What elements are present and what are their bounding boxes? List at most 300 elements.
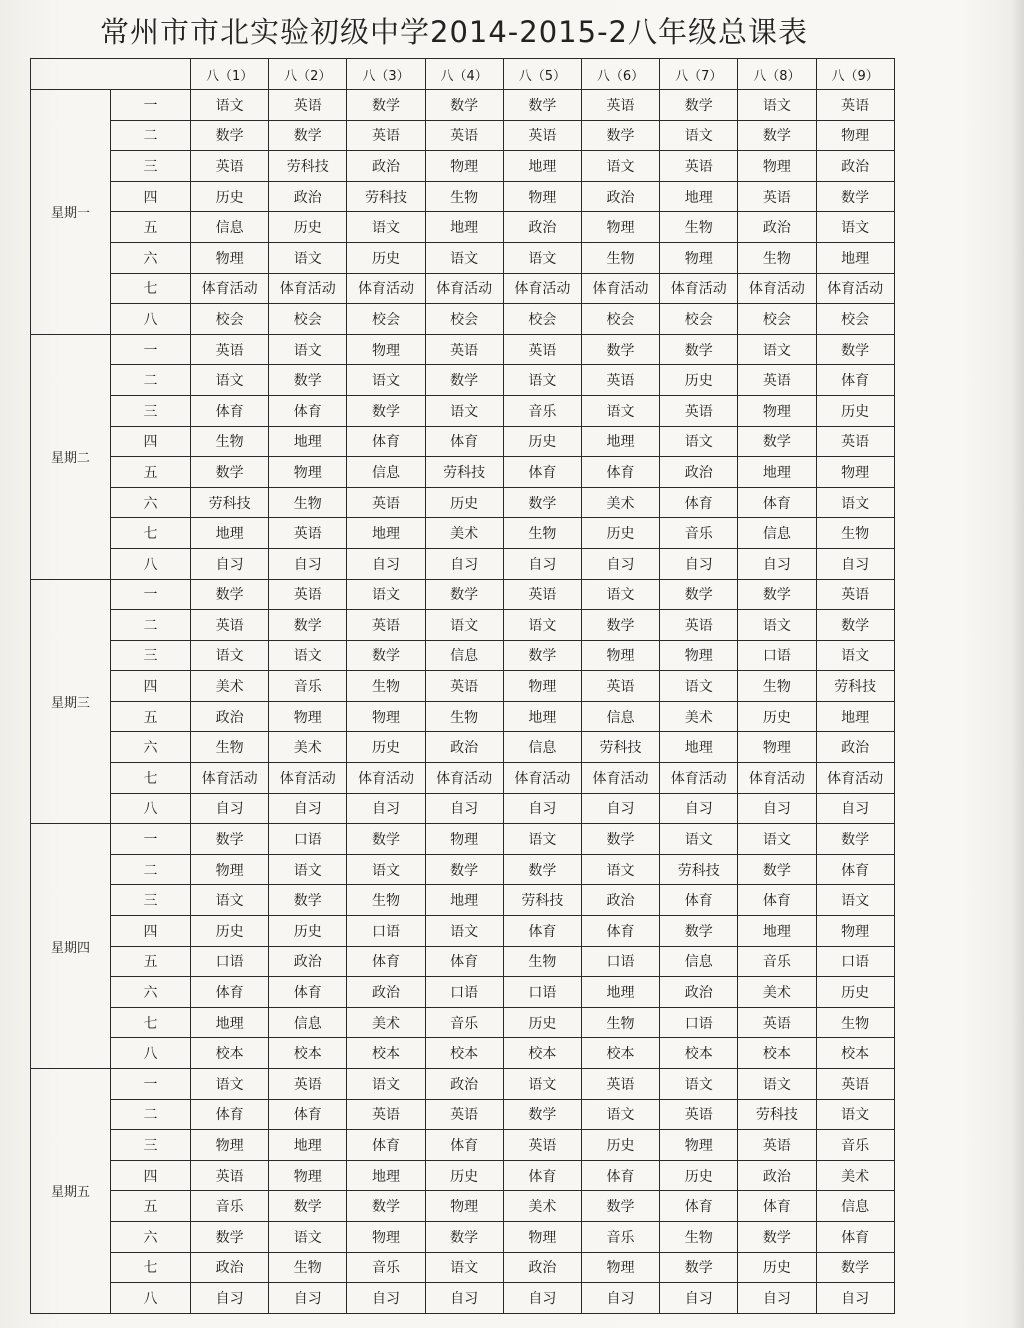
- class-header: 八（3）: [347, 59, 425, 90]
- subject-cell: 美术: [503, 1191, 581, 1222]
- subject-cell: 美术: [347, 1007, 425, 1038]
- subject-cell: 体育: [660, 885, 738, 916]
- subject-cell: 音乐: [660, 518, 738, 549]
- subject-cell: 数学: [816, 824, 894, 855]
- subject-cell: 历史: [425, 487, 503, 518]
- subject-cell: 语文: [191, 1069, 269, 1100]
- subject-cell: 英语: [347, 1099, 425, 1130]
- subject-cell: 历史: [503, 1007, 581, 1038]
- period-number: 六: [111, 1221, 191, 1252]
- subject-cell: 自习: [269, 548, 347, 579]
- subject-cell: 信息: [269, 1007, 347, 1038]
- subject-cell: 地理: [738, 457, 816, 488]
- subject-cell: 语文: [269, 1221, 347, 1252]
- subject-cell: 音乐: [503, 395, 581, 426]
- subject-cell: 物理: [347, 1221, 425, 1252]
- subject-cell: 生物: [660, 1221, 738, 1252]
- subject-cell: 校本: [191, 1038, 269, 1069]
- period-number: 八: [111, 1283, 191, 1314]
- subject-cell: 语文: [816, 487, 894, 518]
- subject-cell: 历史: [660, 1160, 738, 1191]
- subject-cell: 校会: [503, 304, 581, 335]
- period-row: [31, 395, 895, 426]
- subject-cell: 美术: [269, 732, 347, 763]
- subject-cell: 数学: [347, 1191, 425, 1222]
- subject-cell: 数学: [425, 365, 503, 396]
- period-number: 四: [111, 671, 191, 702]
- subject-cell: 语文: [738, 610, 816, 641]
- subject-cell: 生物: [269, 487, 347, 518]
- subject-cell: 政治: [738, 1160, 816, 1191]
- subject-cell: 英语: [425, 120, 503, 151]
- subject-cell: 物理: [503, 671, 581, 702]
- period-row: [31, 212, 895, 243]
- subject-cell: 英语: [816, 90, 894, 121]
- subject-cell: 英语: [738, 1130, 816, 1161]
- subject-cell: 语文: [660, 671, 738, 702]
- subject-cell: 语文: [269, 334, 347, 365]
- subject-cell: 英语: [503, 579, 581, 610]
- period-row: [31, 242, 895, 273]
- period-number: 三: [111, 151, 191, 182]
- subject-cell: 数学: [503, 90, 581, 121]
- subject-cell: 语文: [816, 1099, 894, 1130]
- subject-cell: 音乐: [269, 671, 347, 702]
- subject-cell: 英语: [738, 181, 816, 212]
- subject-cell: 校本: [425, 1038, 503, 1069]
- subject-cell: 数学: [660, 916, 738, 947]
- subject-cell: 自习: [347, 1283, 425, 1314]
- period-number: 五: [111, 701, 191, 732]
- subject-cell: 数学: [503, 854, 581, 885]
- day-label: 星期五: [31, 1069, 111, 1314]
- subject-cell: 历史: [738, 701, 816, 732]
- subject-cell: 体育活动: [660, 273, 738, 304]
- subject-cell: 物理: [347, 334, 425, 365]
- subject-cell: 美术: [738, 977, 816, 1008]
- subject-cell: 校会: [191, 304, 269, 335]
- subject-cell: 政治: [347, 151, 425, 182]
- period-number: 二: [111, 854, 191, 885]
- subject-cell: 历史: [347, 242, 425, 273]
- subject-cell: 自习: [425, 548, 503, 579]
- subject-cell: 物理: [425, 824, 503, 855]
- subject-cell: 劳科技: [347, 181, 425, 212]
- subject-cell: 校本: [581, 1038, 659, 1069]
- subject-cell: 英语: [503, 120, 581, 151]
- subject-cell: 数学: [191, 457, 269, 488]
- subject-cell: 自习: [660, 548, 738, 579]
- subject-cell: 地理: [269, 426, 347, 457]
- subject-cell: 体育: [581, 1160, 659, 1191]
- subject-cell: 自习: [581, 793, 659, 824]
- subject-cell: 口语: [581, 946, 659, 977]
- period-number: 一: [111, 1069, 191, 1100]
- period-number: 八: [111, 1038, 191, 1069]
- subject-cell: 物理: [816, 457, 894, 488]
- subject-cell: 地理: [816, 701, 894, 732]
- subject-cell: 信息: [191, 212, 269, 243]
- subject-cell: 自习: [816, 548, 894, 579]
- period-number: 三: [111, 885, 191, 916]
- subject-cell: 体育活动: [347, 273, 425, 304]
- subject-cell: 数学: [581, 1191, 659, 1222]
- subject-cell: 自习: [269, 793, 347, 824]
- subject-cell: 生物: [581, 1007, 659, 1038]
- subject-cell: 英语: [816, 1069, 894, 1100]
- subject-cell: 美术: [581, 487, 659, 518]
- subject-cell: 物理: [425, 151, 503, 182]
- subject-cell: 体育: [191, 395, 269, 426]
- subject-cell: 自习: [425, 793, 503, 824]
- period-row: [31, 1130, 895, 1161]
- subject-cell: 历史: [269, 212, 347, 243]
- subject-cell: 信息: [581, 701, 659, 732]
- subject-cell: 政治: [191, 1252, 269, 1283]
- period-number: 五: [111, 457, 191, 488]
- subject-cell: 数学: [660, 334, 738, 365]
- subject-cell: 校会: [816, 304, 894, 335]
- subject-cell: 地理: [581, 426, 659, 457]
- subject-cell: 数学: [503, 487, 581, 518]
- class-header: 八（1）: [191, 59, 269, 90]
- subject-cell: 校本: [660, 1038, 738, 1069]
- subject-cell: 美术: [660, 701, 738, 732]
- subject-cell: 语文: [660, 120, 738, 151]
- class-header: 八（7）: [660, 59, 738, 90]
- subject-cell: 数学: [269, 365, 347, 396]
- period-number: 七: [111, 1252, 191, 1283]
- subject-cell: 生物: [347, 885, 425, 916]
- subject-cell: 英语: [503, 1130, 581, 1161]
- subject-cell: 政治: [269, 181, 347, 212]
- subject-cell: 音乐: [581, 1221, 659, 1252]
- subject-cell: 劳科技: [581, 732, 659, 763]
- subject-cell: 物理: [191, 854, 269, 885]
- subject-cell: 语文: [191, 90, 269, 121]
- period-number: 六: [111, 487, 191, 518]
- period-number: 七: [111, 518, 191, 549]
- subject-cell: 数学: [816, 334, 894, 365]
- subject-cell: 语文: [581, 151, 659, 182]
- subject-cell: 语文: [581, 1099, 659, 1130]
- subject-cell: 英语: [425, 1099, 503, 1130]
- subject-cell: 信息: [660, 946, 738, 977]
- subject-cell: 校本: [347, 1038, 425, 1069]
- class-header: 八（6）: [581, 59, 659, 90]
- subject-cell: 音乐: [347, 1252, 425, 1283]
- subject-cell: 自习: [581, 1283, 659, 1314]
- subject-cell: 物理: [503, 181, 581, 212]
- subject-cell: 口语: [503, 977, 581, 1008]
- subject-cell: 信息: [738, 518, 816, 549]
- subject-cell: 体育: [425, 1130, 503, 1161]
- subject-cell: 自习: [425, 1283, 503, 1314]
- subject-cell: 物理: [581, 640, 659, 671]
- subject-cell: 英语: [660, 1099, 738, 1130]
- subject-cell: 自习: [660, 793, 738, 824]
- subject-cell: 信息: [503, 732, 581, 763]
- period-number: 四: [111, 181, 191, 212]
- subject-cell: 英语: [660, 610, 738, 641]
- subject-cell: 数学: [425, 854, 503, 885]
- subject-cell: 体育活动: [738, 763, 816, 794]
- subject-cell: 音乐: [425, 1007, 503, 1038]
- subject-cell: 英语: [269, 579, 347, 610]
- subject-cell: 地理: [191, 1007, 269, 1038]
- subject-cell: 体育活动: [581, 763, 659, 794]
- period-number: 二: [111, 610, 191, 641]
- subject-cell: 语文: [503, 242, 581, 273]
- subject-cell: 物理: [660, 242, 738, 273]
- subject-cell: 数学: [738, 120, 816, 151]
- subject-cell: 语文: [347, 854, 425, 885]
- subject-cell: 数学: [816, 610, 894, 641]
- period-number: 七: [111, 273, 191, 304]
- subject-cell: 数学: [738, 1221, 816, 1252]
- subject-cell: 口语: [816, 946, 894, 977]
- subject-cell: 语文: [581, 395, 659, 426]
- subject-cell: 数学: [269, 610, 347, 641]
- subject-cell: 语文: [269, 640, 347, 671]
- subject-cell: 语文: [503, 1069, 581, 1100]
- class-header: 八（4）: [425, 59, 503, 90]
- subject-cell: 数学: [660, 1252, 738, 1283]
- subject-cell: 体育: [581, 457, 659, 488]
- subject-cell: 校本: [816, 1038, 894, 1069]
- subject-cell: 物理: [347, 701, 425, 732]
- subject-cell: 语文: [269, 242, 347, 273]
- subject-cell: 地理: [347, 1160, 425, 1191]
- subject-cell: 英语: [425, 334, 503, 365]
- period-number: 八: [111, 304, 191, 335]
- subject-cell: 信息: [347, 457, 425, 488]
- subject-cell: 历史: [660, 365, 738, 396]
- subject-cell: 英语: [191, 334, 269, 365]
- period-row: [31, 518, 895, 549]
- subject-cell: 历史: [503, 426, 581, 457]
- subject-cell: 语文: [191, 885, 269, 916]
- period-row: [31, 732, 895, 763]
- period-number: 四: [111, 916, 191, 947]
- subject-cell: 自习: [738, 793, 816, 824]
- subject-cell: 数学: [191, 1221, 269, 1252]
- subject-cell: 校本: [738, 1038, 816, 1069]
- subject-cell: 体育活动: [816, 273, 894, 304]
- subject-cell: 物理: [581, 1252, 659, 1283]
- subject-cell: 自习: [738, 1283, 816, 1314]
- period-row: [31, 701, 895, 732]
- subject-cell: 语文: [503, 610, 581, 641]
- period-row: [31, 610, 895, 641]
- subject-cell: 政治: [660, 457, 738, 488]
- subject-cell: 历史: [425, 1160, 503, 1191]
- subject-cell: 数学: [425, 579, 503, 610]
- subject-cell: 体育: [503, 1160, 581, 1191]
- subject-cell: 数学: [660, 579, 738, 610]
- subject-cell: 生物: [425, 181, 503, 212]
- period-number: 五: [111, 212, 191, 243]
- subject-cell: 生物: [425, 701, 503, 732]
- period-number: 五: [111, 946, 191, 977]
- subject-cell: 语文: [347, 212, 425, 243]
- subject-cell: 英语: [581, 671, 659, 702]
- subject-cell: 语文: [425, 1252, 503, 1283]
- subject-cell: 英语: [816, 579, 894, 610]
- subject-cell: 体育活动: [660, 763, 738, 794]
- subject-cell: 体育: [425, 946, 503, 977]
- subject-cell: 自习: [581, 548, 659, 579]
- period-number: 四: [111, 1160, 191, 1191]
- subject-cell: 数学: [581, 610, 659, 641]
- subject-cell: 语文: [191, 640, 269, 671]
- subject-cell: 政治: [191, 701, 269, 732]
- subject-cell: 英语: [581, 365, 659, 396]
- subject-cell: 体育活动: [425, 763, 503, 794]
- subject-cell: 英语: [660, 395, 738, 426]
- subject-cell: 体育: [816, 365, 894, 396]
- subject-cell: 英语: [581, 1069, 659, 1100]
- period-number: 八: [111, 548, 191, 579]
- subject-cell: 数学: [581, 334, 659, 365]
- day-label: 星期一: [31, 90, 111, 335]
- period-row: [31, 885, 895, 916]
- subject-cell: 生物: [816, 1007, 894, 1038]
- subject-cell: 历史: [816, 395, 894, 426]
- subject-cell: 政治: [816, 732, 894, 763]
- subject-cell: 政治: [581, 885, 659, 916]
- subject-cell: 数学: [738, 854, 816, 885]
- subject-cell: 物理: [738, 732, 816, 763]
- subject-cell: 体育: [503, 457, 581, 488]
- subject-cell: 政治: [503, 212, 581, 243]
- subject-cell: 语文: [816, 640, 894, 671]
- subject-cell: 历史: [191, 916, 269, 947]
- subject-cell: 劳科技: [738, 1099, 816, 1130]
- subject-cell: 校会: [738, 304, 816, 335]
- subject-cell: 音乐: [191, 1191, 269, 1222]
- period-number: 二: [111, 120, 191, 151]
- period-number: 七: [111, 1007, 191, 1038]
- subject-cell: 历史: [738, 1252, 816, 1283]
- subject-cell: 政治: [347, 977, 425, 1008]
- class-header: 八（9）: [816, 59, 894, 90]
- subject-cell: 数学: [503, 640, 581, 671]
- class-header: 八（2）: [269, 59, 347, 90]
- subject-cell: 体育: [660, 487, 738, 518]
- subject-cell: 数学: [581, 120, 659, 151]
- subject-cell: 校本: [503, 1038, 581, 1069]
- subject-cell: 英语: [191, 151, 269, 182]
- period-row: [31, 1221, 895, 1252]
- subject-cell: 校会: [581, 304, 659, 335]
- subject-cell: 生物: [738, 671, 816, 702]
- period-number: 一: [111, 90, 191, 121]
- subject-cell: 语文: [816, 212, 894, 243]
- corner-cell: [31, 59, 191, 90]
- period-number: 二: [111, 365, 191, 396]
- subject-cell: 物理: [269, 457, 347, 488]
- subject-cell: 校本: [269, 1038, 347, 1069]
- subject-cell: 劳科技: [503, 885, 581, 916]
- subject-cell: 英语: [347, 120, 425, 151]
- period-row: [31, 671, 895, 702]
- subject-cell: 物理: [660, 640, 738, 671]
- subject-cell: 数学: [191, 579, 269, 610]
- subject-cell: 英语: [269, 518, 347, 549]
- subject-cell: 生物: [503, 518, 581, 549]
- subject-cell: 体育: [503, 916, 581, 947]
- subject-cell: 地理: [660, 181, 738, 212]
- subject-cell: 英语: [347, 610, 425, 641]
- subject-cell: 生物: [503, 946, 581, 977]
- period-row: [31, 1252, 895, 1283]
- subject-cell: 口语: [191, 946, 269, 977]
- subject-cell: 英语: [347, 487, 425, 518]
- subject-cell: 校会: [425, 304, 503, 335]
- subject-cell: 数学: [269, 120, 347, 151]
- subject-cell: 数学: [347, 395, 425, 426]
- period-row: [31, 1038, 895, 1069]
- subject-cell: 物理: [738, 151, 816, 182]
- subject-cell: 口语: [738, 640, 816, 671]
- period-row: [31, 1007, 895, 1038]
- subject-cell: 口语: [660, 1007, 738, 1038]
- period-row: [31, 151, 895, 182]
- day-label: 星期三: [31, 579, 111, 824]
- subject-cell: 政治: [816, 151, 894, 182]
- subject-cell: 自习: [191, 548, 269, 579]
- period-row: [31, 640, 895, 671]
- subject-cell: 数学: [816, 1252, 894, 1283]
- subject-cell: 语文: [347, 579, 425, 610]
- period-number: 三: [111, 395, 191, 426]
- subject-cell: 体育: [425, 426, 503, 457]
- period-row: [31, 916, 895, 947]
- period-number: 三: [111, 640, 191, 671]
- subject-cell: 英语: [191, 610, 269, 641]
- subject-cell: 体育: [191, 977, 269, 1008]
- subject-cell: 口语: [347, 916, 425, 947]
- period-number: 七: [111, 763, 191, 794]
- period-row: [31, 1099, 895, 1130]
- subject-cell: 语文: [581, 579, 659, 610]
- subject-cell: 政治: [660, 977, 738, 1008]
- subject-cell: 数学: [269, 885, 347, 916]
- subject-cell: 语文: [425, 916, 503, 947]
- subject-cell: 生物: [660, 212, 738, 243]
- subject-cell: 语文: [347, 365, 425, 396]
- subject-cell: 语文: [347, 1069, 425, 1100]
- subject-cell: 体育: [347, 1130, 425, 1161]
- subject-cell: 历史: [581, 518, 659, 549]
- subject-cell: 自习: [191, 1283, 269, 1314]
- subject-cell: 自习: [660, 1283, 738, 1314]
- subject-cell: 地理: [581, 977, 659, 1008]
- day-label: 星期四: [31, 824, 111, 1069]
- subject-cell: 英语: [191, 1160, 269, 1191]
- period-row: [31, 273, 895, 304]
- subject-cell: 数学: [347, 824, 425, 855]
- subject-cell: 校会: [269, 304, 347, 335]
- subject-cell: 劳科技: [425, 457, 503, 488]
- subject-cell: 物理: [660, 1130, 738, 1161]
- subject-cell: 体育: [816, 1221, 894, 1252]
- period-number: 四: [111, 426, 191, 457]
- subject-cell: 体育: [660, 1191, 738, 1222]
- subject-cell: 数学: [738, 579, 816, 610]
- period-row: [31, 977, 895, 1008]
